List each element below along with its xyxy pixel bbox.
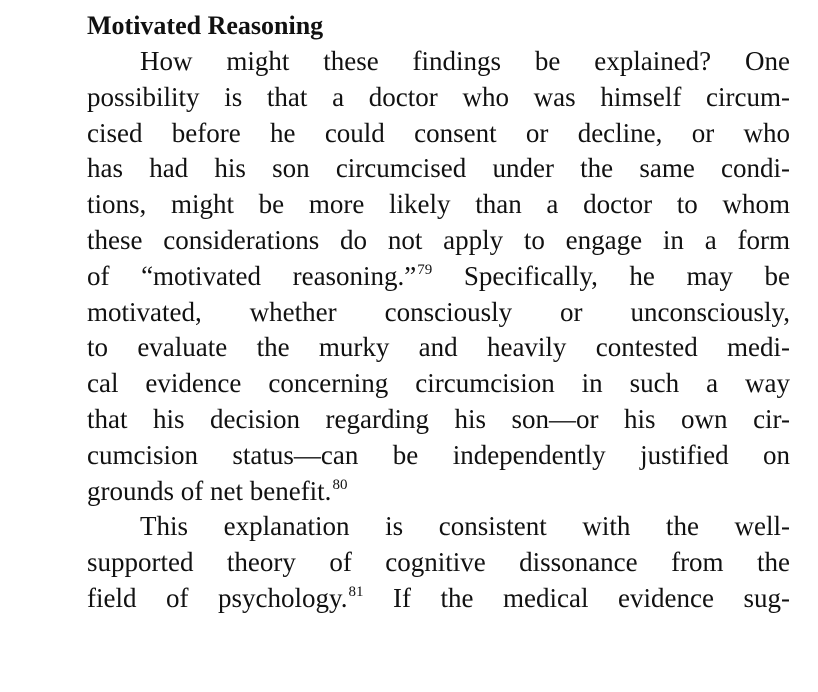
- footnote-marker-81[interactable]: 81: [348, 583, 364, 600]
- footnote-marker-80[interactable]: 80: [332, 476, 348, 493]
- text-line: cal evidence concerning circumcision in such a way: [87, 368, 790, 399]
- text-line-with-footnote: [87, 474, 790, 510]
- text-line: has had his son circumcised under the same condi-: [87, 153, 790, 184]
- paragraph-motivated-reasoning: [87, 44, 790, 509]
- text-line: supported theory of cognitive dissonance from the: [87, 547, 790, 578]
- section-heading: Motivated Reasoning: [87, 11, 324, 40]
- text-line: that his decision regarding his son—or his own cir-: [87, 403, 790, 434]
- document-page: [87, 8, 790, 617]
- text-line: to evaluate the murky and heavily contested medi-: [87, 332, 790, 363]
- text-line: these considerations do not apply to engage in a form: [87, 224, 790, 255]
- text-line: How might these findings be explained? One: [140, 46, 790, 76]
- text-line: tions, might be more likely than a doctor to whom: [87, 189, 790, 220]
- text-line: possibility is that a doctor who was himself circum-: [87, 81, 790, 112]
- text-line: cumcision status—can be independently justified on: [87, 439, 790, 470]
- text-line-with-footnote: [87, 581, 790, 617]
- text-fragment: Specifically, he may be: [432, 260, 790, 291]
- text-line-with-footnote: [87, 259, 790, 295]
- text-fragment: If the medical evidence sug-: [363, 582, 790, 613]
- text-line: motivated, whether consciously or unconsciously,: [87, 296, 790, 327]
- text-fragment: of “motivated reasoning.”: [87, 260, 417, 291]
- text-fragment: field of psychology.: [87, 582, 348, 613]
- paragraph-cognitive-dissonance: [87, 509, 790, 616]
- text-fragment: grounds of net benefit.: [87, 475, 332, 506]
- text-line: cised before he could consent or decline, or who: [87, 117, 790, 148]
- footnote-marker-79[interactable]: 79: [417, 261, 433, 278]
- text-line: This explanation is consistent with the well-: [140, 511, 790, 542]
